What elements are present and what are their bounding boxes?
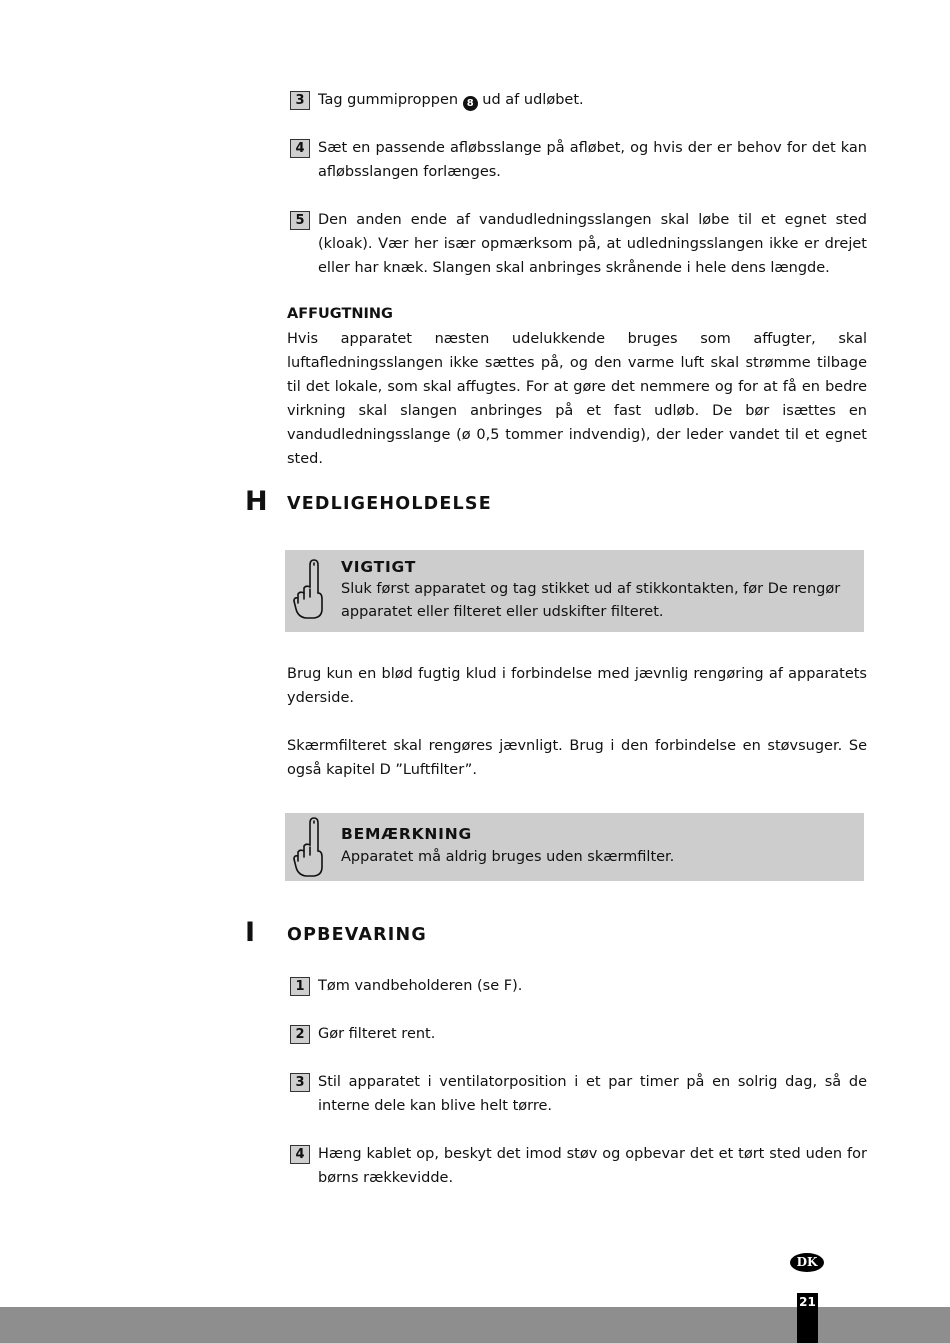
step-text-before: Tag gummiproppen [318, 92, 459, 108]
note-title: BEMÆRKNING [341, 825, 473, 843]
step-text: Den anden ende af vandudledningsslangen skal løbe til et egnet sted (kloak). Vær her især opmærksom på, at udledningsslangen ikke er drejet eller har knæk. Slangen skal anbringes skrånende i hele dens længde. [318, 212, 867, 276]
warning-box [285, 550, 864, 632]
step-number: 3 [290, 91, 310, 110]
section-title-maintenance: VEDLIGEHOLDELSE [287, 494, 492, 514]
step-text [318, 88, 867, 112]
filter-paragraph: Skærmfilteret skal rengøres jævnligt. Brug i den forbindelse en støvsuger. Se også kapitel D ”Luftfilter”. [287, 738, 867, 778]
pointing-hand-icon [292, 817, 326, 879]
part-number-badge: 8 [463, 96, 478, 111]
step-number: 5 [290, 211, 310, 230]
step-number: 3 [290, 1073, 310, 1092]
step-text: Sæt en passende afløbsslange på afløbet, og hvis der er behov for det kan afløbsslangen forlænges. [318, 140, 867, 180]
language-badge: DK [790, 1253, 824, 1272]
section-letter-i: I [245, 917, 256, 948]
section-letter-h: H [245, 486, 268, 517]
step-text-after: ud af udløbet. [482, 92, 584, 108]
step-number: 2 [290, 1025, 310, 1044]
page-number-tab [797, 1293, 818, 1343]
note-box [285, 813, 864, 881]
note-text: Apparatet må aldrig bruges uden skærmfilter. [341, 849, 675, 865]
cleaning-paragraph: Brug kun en blød fugtig klud i forbindelse med jævnlig rengøring af apparatets yderside. [287, 666, 867, 706]
page-number: 21 [799, 1295, 816, 1309]
step-number: 4 [290, 1145, 310, 1164]
warning-text: Sluk først apparatet og tag stikket ud af stikkontakten, før De rengør apparatet eller filteret eller udskifter filteret. [341, 581, 841, 620]
step-text: Tøm vandbeholderen (se F). [318, 978, 523, 994]
pointing-hand-icon [292, 559, 326, 621]
step-number: 1 [290, 977, 310, 996]
section-title-storage: OPBEVARING [287, 925, 427, 945]
step-text: Gør filteret rent. [318, 1026, 436, 1042]
step-number: 4 [290, 139, 310, 158]
step-text: Hæng kablet op, beskyt det imod støv og opbevar det et tørt sted uden for børns rækkevidde. [318, 1146, 867, 1186]
step-text: Stil apparatet i ventilatorposition i et par timer på en solrig dag, så de interne dele kan blive helt tørre. [318, 1074, 867, 1114]
warning-title: VIGTIGT [341, 558, 417, 576]
affugtning-text: Hvis apparatet næsten udelukkende bruges som affugter, skal luftafledningsslangen ikke sættes på, og den varme luft skal strømme tilbage til det lokale, som skal affugtes. For at gøre det nemmere og for at få en bedre virkning skal slangen anbringes på et fast udløb. De bør isættes en vandudledningsslange (ø 0,5 tommer indvendig), der leder vandet til et egnet sted. [287, 331, 867, 467]
affugtning-heading: AFFUGTNING [287, 306, 393, 322]
